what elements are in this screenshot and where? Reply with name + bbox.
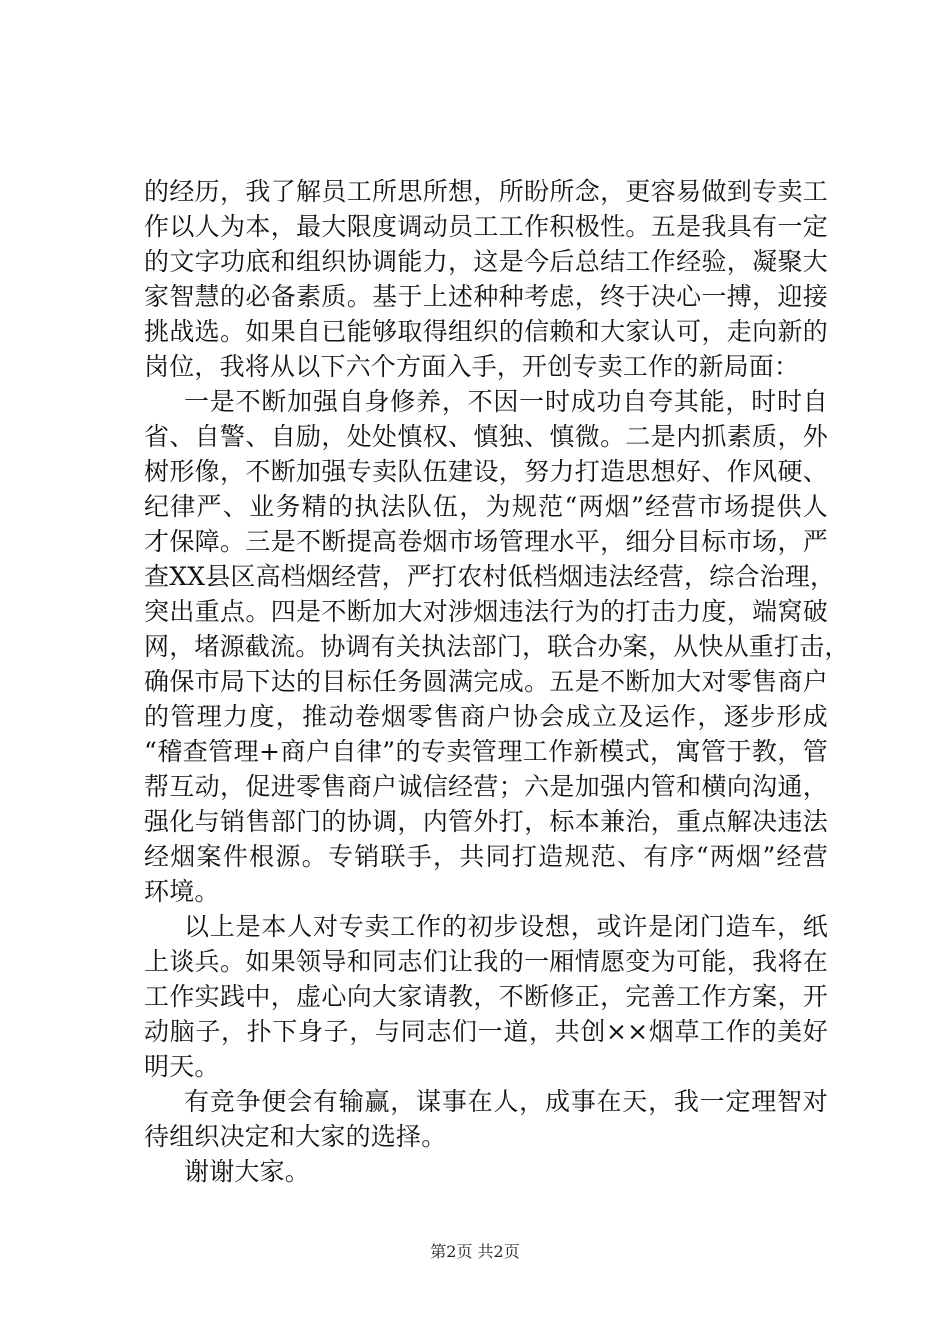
text-line: 查XX县区高档烟经营，严打农村低档烟违法经营，综合治理，: [144, 562, 836, 591]
text-line: 挑战选。如果自已能够取得组织的信赖和大家认可，走向新的: [144, 317, 828, 346]
text-line: 的文字功底和组织协调能力，这是今后总结工作经验，凝聚大: [144, 247, 828, 276]
text-line: 确保市局下达的目标任务圆满完成。五是不断加大对零售商户: [144, 667, 828, 696]
text-line: 的经历，我了解员工所思所想，所盼所念，更容易做到专卖工: [144, 177, 828, 206]
text-line: 待组织决定和大家的选择。: [144, 1122, 447, 1151]
text-line: 以上是本人对专卖工作的初步设想，或许是闭门造车，纸: [184, 912, 828, 941]
text-line: 的管理力度，推动卷烟零售商户协会成立及运作，逐步形成: [144, 702, 828, 731]
text-line: “稽查管理+商户自律”的专卖管理工作新模式，寓管于教，管: [144, 737, 828, 766]
text-line: 明天。: [144, 1052, 220, 1081]
text-line: 家智慧的必备素质。基于上述种种考虑，终于决心一搏，迎接: [144, 282, 828, 311]
text-line: 环境。: [144, 877, 220, 906]
text-line: 纪律严、业务精的执法队伍，为规范“两烟”经营市场提供人: [144, 492, 828, 521]
text-line: 省、自警、自励，处处慎权、慎独、慎微。二是内抓素质，外: [144, 422, 828, 451]
text-line: 经烟案件根源。专销联手，共同打造规范、有序“两烟”经营: [144, 842, 828, 871]
page-footer: 第2页 共2页: [430, 1242, 520, 1261]
text-line: 网，堵源截流。协调有关执法部门，联合办案，从快从重打击，: [144, 632, 850, 661]
text-line: 突出重点。四是不断加大对涉烟违法行为的打击力度，端窝破: [144, 597, 828, 626]
text-line: 动脑子，扑下身子，与同志们一道，共创××烟草工作的美好: [144, 1017, 828, 1046]
text-line: 强化与销售部门的协调，内管外打，标本兼治，重点解决违法: [144, 807, 828, 836]
text-line: 作以人为本，最大限度调动员工工作积极性。五是我具有一定: [144, 212, 828, 241]
text-line: 上谈兵。如果领导和同志们让我的一厢情愿变为可能，我将在: [144, 947, 828, 976]
text-line: 谢谢大家。: [184, 1157, 311, 1186]
text-line: 工作实践中，虚心向大家请教，不断修正，完善工作方案，开: [144, 982, 828, 1011]
text-line: 岗位，我将从以下六个方面入手，开创专卖工作的新局面：: [144, 352, 800, 381]
text-line: 才保障。三是不断提高卷烟市场管理水平，细分目标市场，严: [144, 527, 828, 556]
body-text: [144, 174, 850, 1189]
text-line: 有竞争便会有输赢，谋事在人，成事在天，我一定理智对: [184, 1087, 828, 1116]
text-line: 一是不断加强自身修养，不因一时成功自夸其能，时时自: [184, 387, 828, 416]
text-line: 帮互动，促进零售商户诚信经营；六是加强内管和横向沟通，: [144, 772, 828, 801]
text-line: 树形像，不断加强专卖队伍建设，努力打造思想好、作风硬、: [144, 457, 828, 486]
